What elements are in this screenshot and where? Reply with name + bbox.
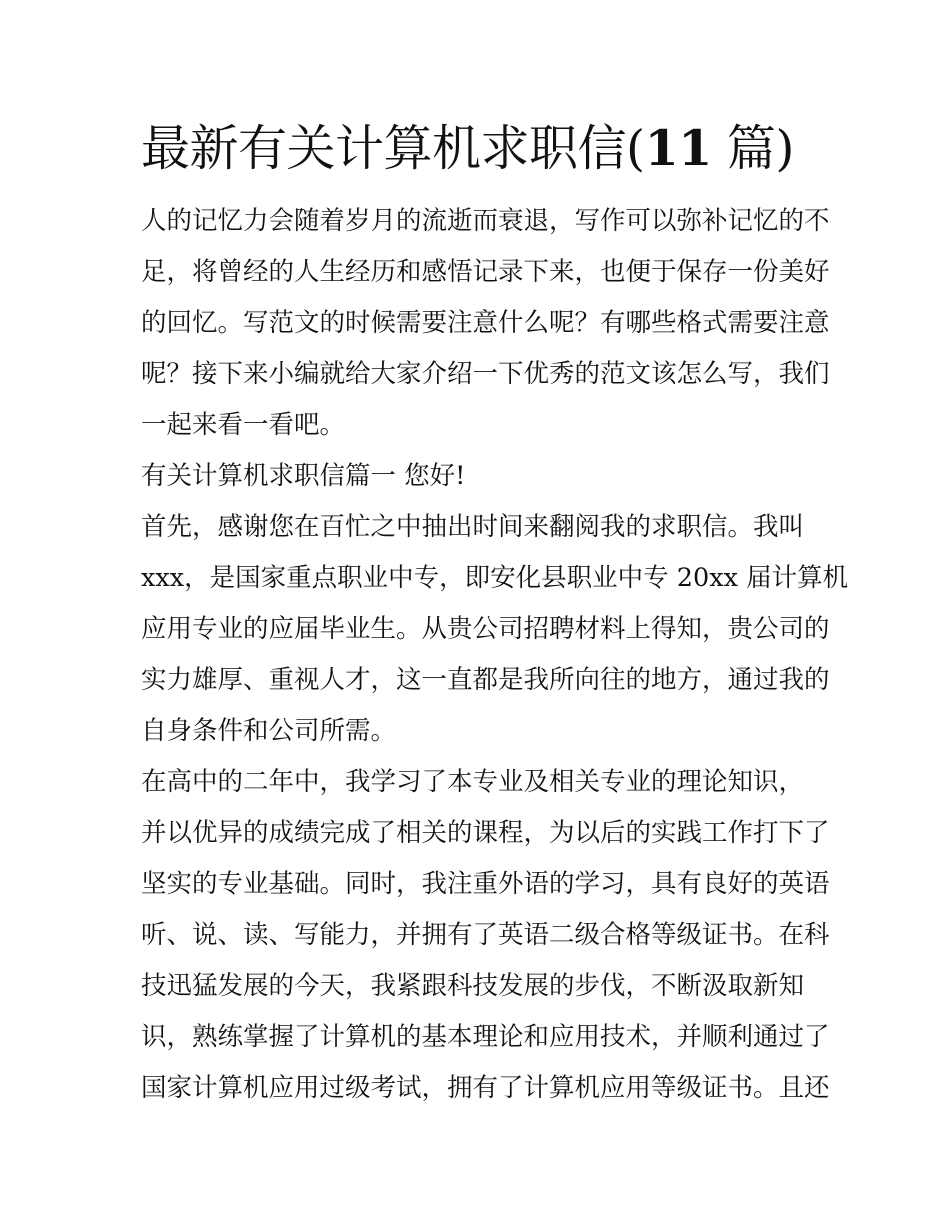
text-line: 足，将曾经的人生经历和感悟记录下来，也便于保存一份美好 xyxy=(141,257,830,287)
document-title xyxy=(141,116,821,180)
text-line: 一起来看一看吧。 xyxy=(141,410,346,440)
text-line: 技迅猛发展的今天，我紧跟科技发展的步伐，不断汲取新知 xyxy=(141,971,805,1001)
document-page xyxy=(141,116,849,1114)
text-line: 有关计算机求职信篇一 您好! xyxy=(141,461,466,491)
paragraph xyxy=(141,196,830,451)
text-line: 识，熟练掌握了计算机的基本理论和应用技术，并顺利通过了 xyxy=(141,1022,830,1052)
text-line: 实力雄厚、重视人才，这一直都是我所向往的地方，通过我的 xyxy=(141,665,830,695)
text-line: 在高中的二年中，我学习了本专业及相关专业的理论知识， xyxy=(141,767,805,797)
text-line: 坚实的专业基础。同时，我注重外语的学习，具有良好的英语 xyxy=(141,869,830,899)
text-line: 首先，感谢您在百忙之中抽出时间来翻阅我的求职信。我叫 xyxy=(141,512,805,542)
paragraph xyxy=(141,757,830,1114)
text-line: 并以优异的成绩完成了相关的课程，为以后的实践工作打下了 xyxy=(141,818,830,848)
text-line: 呢？接下来小编就给大家介绍一下优秀的范文该怎么写，我们 xyxy=(141,359,830,389)
text-line: 应用专业的应届毕业生。从贵公司招聘材料上得知，贵公司的 xyxy=(141,614,830,644)
document-body xyxy=(141,196,849,1114)
text-line: 自身条件和公司所需。 xyxy=(141,716,397,746)
text-line: 听、说、读、写能力，并拥有了英语二级合格等级证书。在科 xyxy=(141,920,830,950)
text-line: 国家计算机应用过级考试，拥有了计算机应用等级证书。且还 xyxy=(141,1073,830,1103)
paragraph xyxy=(141,502,849,757)
text-line: xxx，是国家重点职业中专，即安化县职业中专 20xx 届计算机 xyxy=(141,563,849,593)
paragraph xyxy=(141,451,821,502)
title-tail: 篇) xyxy=(711,120,795,177)
title-count: 11 xyxy=(644,119,712,177)
text-line: 的回忆。写范文的时候需要注意什么呢？有哪些格式需要注意 xyxy=(141,308,830,338)
text-line: 人的记忆力会随着岁月的流逝而衰退，写作可以弥补记忆的不 xyxy=(141,206,830,236)
title-text: 最新有关计算机求职信( xyxy=(141,120,645,177)
